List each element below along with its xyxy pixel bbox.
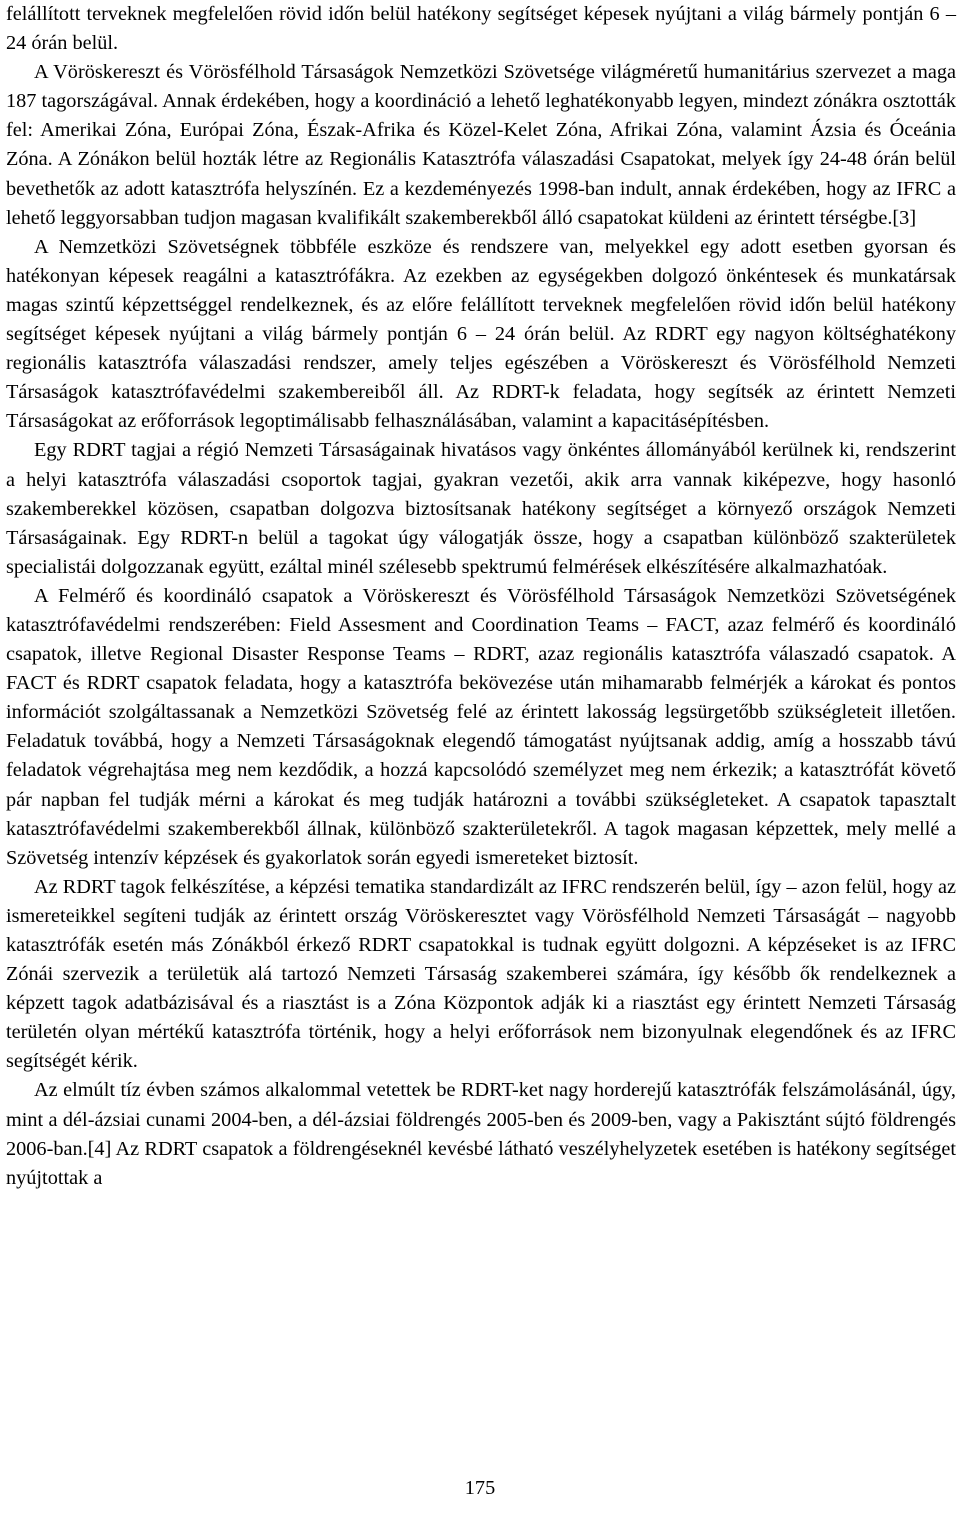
paragraph-rdrt-members: Egy RDRT tagjai a régió Nemzeti Társaságainak hivatásos vagy önkéntes állományából kerülnek ki, rendszerint a helyi katasztrófa válaszadási csoportok tagjai, gyakran vezetői, akik arra vannak kiképezve, hogy hasonló szakemberekkel közösen, csapatban dolgozva biztosítsanak hatékony segítséget a környező országok Nemzeti Társaságainak. Egy RDRT-n belül a tagokat úgy válogatják össze, hogy a csapatban különböző szakterületek specialistái dolgozzanak együtt, ezáltal minél szélesebb spektrumú felmérések elkészítésére alkalmazhatóak. [6,439,956,578]
paragraph-rdrt-training: Az RDRT tagok felkészítése, a képzési tematika standardizált az IFRC rendszerén belül, így – azon felül, hogy az ismereteikkel segíteni tudják az érintett ország Vöröskeresztet vagy Vörösfélhold Nemzeti Társaságát – nagyobb katasztrófák esetén más Zónákból érkező RDRT csapatokkal is tudnak együtt dolgozni. A képzéseket is az IFRC Zónái szervezik a területük alá tartozó Nemzeti Társaság szakemberei számára, így később ők rendelkeznek a képzett tagok adatbázisával és a riasztást is a Zóna Központok adják ki a riasztást egy érintett Nemzeti Társaság területén olyan mértékű katasztrófa történik, hogy a helyi erőforrások nem bizonyulnak elegendőnek és az IFRC segítségét kérik. [6,875,957,1073]
paragraph-fact-rdrt: A Felmérő és koordináló csapatok a Vöröskereszt és Vörösfélhold Társaságok Nemzetközi Szövetségének katasztrófavédelmi rendszerében: Field Assesment and Coordination Teams – FACT, azaz felmérő és koordináló csapatok, illetve Regional Disaster Response Teams – RDRT, azaz regionális katasztrófa válaszadó csapatok. A FACT és RDRT csapatok feladata, hogy a katasztrófa bekövezése után mihamarabb felmérjék a károkat és pontos információt szolgáltassanak a Nemzetközi Szövetség felé az érintett lakosság legsürgetőbb szükségleteit illetően. Feladatuk továbbá, hogy a Nemzeti Társaságoknak elegendő támogatást nyújtsanak addig, amíg a hosszabb távú feladatok végrehajtása meg nem kezdődik, a hozzá kapcsolódó személyzet meg nem érkezik; a katasztrófát követő pár napban fel tudják mérni a károkat és meg tudják határozni a további szükségleteket. A csapatok tapasztalt katasztrófavédelmi szakemberekből állnak, különböző szakterületekről. A tagok magasan képzettek, mely mellé a Szövetség intenzív képzések és gyakorlatok során egyedi ismereteket biztosít. [6,584,956,869]
document-page [6,0,956,1193]
paragraph-international-federation-tools: A Nemzetközi Szövetségnek többféle eszköze és rendszere van, melyekkel egy adott esetben gyorsan és hatékonyan képesek reagálni a katasztrófákra. Az ezekben az egységekben dolgozó önkéntesek és munkatársak magas szintű képzettséggel rendelkeznek, és az előre felállított terveknek megfelelően rövid időn belül hatékony segítséget képesek nyújtani a világ bármely pontján 6 – 24 órán belül. Az RDRT egy nagyon költséghatékony regionális katasztrófa válaszadási rendszer, amely teljes egészében a Vöröskereszt és Vörösfélhold Nemzeti Társaságok katasztrófavédelmi szakembereiből áll. Az RDRT-k feladata, hogy segítsék az érintett Nemzeti Társaságokat az erőforrások legoptimálisabb felhasználásában, valamint a kapacitásépítésben. [6,235,956,433]
paragraph-rdrt-deployments: Az elmúlt tíz évben számos alkalommal vetettek be RDRT-ket nagy horderejű katasztrófák felszámolásánál, úgy, mint a dél-ázsiai cunami 2004-ben, a dél-ázsiai földrengés 2005-ben és 2009-ben, vagy a Pakisztánt sújtó földrengés 2006-ban.[4] Az RDRT csapatok a földrengéseknél kevésbé látható veszélyhelyzetek esetében is hatékony segítséget nyújtottak a [6,1079,956,1189]
page-number: 175 [464,1477,496,1499]
paragraph-ifrc-zones: A Vöröskereszt és Vörösfélhold Társaságok Nemzetközi Szövetsége világméretű humanitárius szervezet a maga 187 tagországával. Annak érdekében, hogy a koordináció a lehető leghatékonyabb legyen, mindezt zónákra osztották fel: Amerikai Zóna, Európai Zóna, Észak-Afrika és Közel-Kelet Zóna, Afrikai Zóna, valamint Ázsia és Óceánia Zóna. A Zónákon belül hozták létre az Regionális Katasztrófa válaszadási Csapatokat, melyek így 24-48 órán belül bevethetők az adott katasztrófa helyszínén. Ez a kezdeményezés 1998-ban indult, annak érdekében, hogy az IFRC a lehető leggyorsabban tudjon magasan kvalifikált szakemberekből álló csapatokat küldeni az érintett térségbe.[3] [6,61,956,229]
paragraph-continuation: felállított terveknek megfelelően rövid időn belül hatékony segítséget képesek nyújtani a világ bármely pontján 6 – 24 órán belül. [6,3,956,55]
